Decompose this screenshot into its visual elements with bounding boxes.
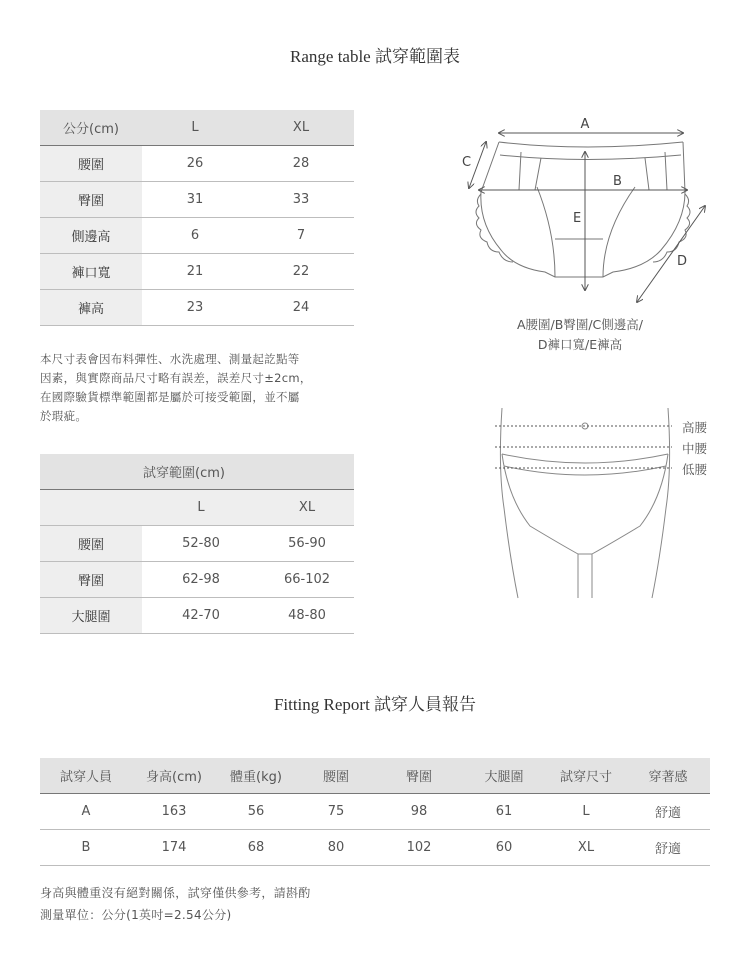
fitting-header: 腰圍 [296,758,376,794]
cell-xl: 48-80 [260,598,354,634]
size-header-xl: XL [248,110,354,146]
cell-xl: 56-90 [260,526,354,562]
fitting-cell: L [546,794,626,830]
cell-xl: 24 [248,290,354,326]
fitting-header: 試穿尺寸 [546,758,626,794]
dimension-d-arrow [637,206,705,302]
fitting-cell: 80 [296,830,376,866]
table-row [40,598,354,634]
cell-l: 31 [142,182,248,218]
size-note-line: 本尺寸表會因布料彈性、水洗處理、測量起訖點等 [40,352,300,366]
measurement-diagram [455,112,725,317]
cell-xl: 7 [248,218,354,254]
fitting-cell: 60 [462,830,546,866]
fitting-cell: 舒適 [626,794,710,830]
row-label: 臀圍 [40,182,142,218]
fitting-header: 臀圍 [376,758,462,794]
fitting-cell: 61 [462,794,546,830]
table-row [40,830,710,866]
fitting-header: 體重(kg) [216,758,296,794]
fitting-cell: 56 [216,794,296,830]
table-row [40,146,354,182]
label-a: A [580,117,590,132]
fitting-header: 身高(cm) [132,758,216,794]
fitting-cell: 75 [296,794,376,830]
fitting-cell: 舒適 [626,830,710,866]
fit-range-header-row [40,490,354,526]
waist-label-mid: 中腰 [682,441,708,456]
table-row [40,182,354,218]
diagram-caption-line1: A腰圍/B臀圍/C側邊高/ [517,317,643,332]
diagram-caption [470,315,690,355]
waist-level-diagram [490,408,680,600]
table-row [40,254,354,290]
fitting-report-title: Fitting Report 試穿人員報告 [273,695,477,714]
cell-l: 21 [142,254,248,290]
row-label: 褲口寬 [40,254,142,290]
fitting-report-table [40,758,710,866]
waist-label-high: 高腰 [682,420,708,435]
table-row [40,562,354,598]
fitting-cell: 98 [376,794,462,830]
footer-note-line: 測量單位：公分(1英吋=2.54公分) [40,908,232,922]
cell-l: 52-80 [142,526,260,562]
size-header-unit: 公分(cm) [40,110,142,146]
fitting-cell: B [40,830,132,866]
row-label: 腰圍 [40,146,142,182]
cell-l: 23 [142,290,248,326]
fitting-cell: A [40,794,132,830]
waist-label-low: 低腰 [682,462,708,477]
row-label: 褲高 [40,290,142,326]
size-table [40,110,354,326]
fitting-cell: 68 [216,830,296,866]
fitting-cell: 174 [132,830,216,866]
table-row [40,218,354,254]
fit-range-title-row [40,454,354,490]
cell-l: 6 [142,218,248,254]
size-header-l: L [142,110,248,146]
fitting-header: 大腿圍 [462,758,546,794]
fitting-cell: 163 [132,794,216,830]
label-c: C [462,155,472,170]
footer-note-line: 身高與體重沒有絕對關係，試穿僅供參考，請斟酌 [40,886,311,900]
size-note-line: 因素，與實際商品尺寸略有誤差，誤差尺寸±2cm， [40,371,312,385]
dimension-c-arrow [469,142,486,188]
fit-range-header-blank [40,490,142,526]
fit-range-header-xl: XL [260,490,354,526]
fit-range-table [40,454,354,634]
size-note-line: 在國際驗貨標準範圍都是屬於可接受範圍，並不屬 [40,390,300,404]
range-table-title: Range table 試穿範圍表 [290,47,460,66]
fit-range-title: 試穿範圍(cm) [40,454,354,490]
cell-xl: 28 [248,146,354,182]
briefs-outline-icon [476,142,690,277]
cell-l: 26 [142,146,248,182]
label-b: B [613,174,622,189]
row-label: 腰圍 [40,526,142,562]
size-table-header [40,110,354,146]
footer-notes [40,882,311,926]
size-note-line: 於瑕疵。 [40,409,88,423]
fitting-cell: 102 [376,830,462,866]
fitting-header: 穿著感 [626,758,710,794]
row-label: 臀圍 [40,562,142,598]
cell-xl: 33 [248,182,354,218]
cell-l: 42-70 [142,598,260,634]
fitting-header: 試穿人員 [40,758,132,794]
body-outline-icon [500,408,669,598]
table-row [40,794,710,830]
fitting-header-row [40,758,710,794]
fit-range-header-l: L [142,490,260,526]
size-note [40,350,370,426]
label-d: D [677,254,688,269]
row-label: 側邊高 [40,218,142,254]
table-row [40,526,354,562]
waist-level-lines [495,426,672,468]
label-e: E [573,211,582,226]
cell-xl: 22 [248,254,354,290]
fitting-cell: XL [546,830,626,866]
diagram-caption-line2: D褲口寬/E褲高 [537,337,623,352]
row-label: 大腿圍 [40,598,142,634]
cell-xl: 66-102 [260,562,354,598]
table-row [40,290,354,326]
cell-l: 62-98 [142,562,260,598]
